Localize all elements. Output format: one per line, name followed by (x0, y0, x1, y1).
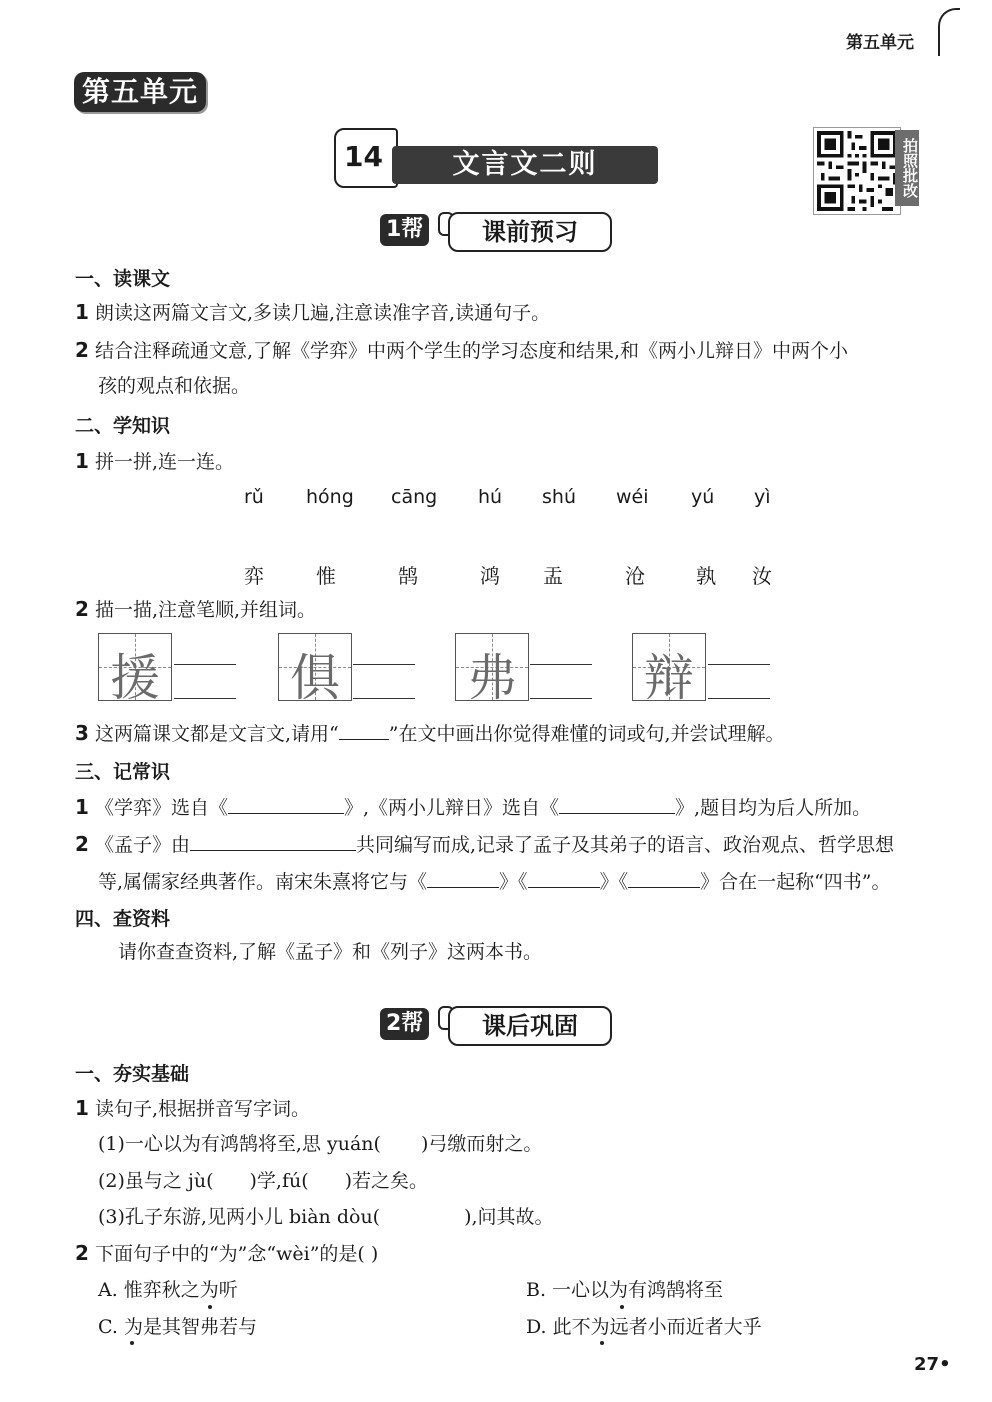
question-text: 拼一拼,连一连。 (94, 451, 235, 473)
answer-line[interactable] (530, 664, 592, 665)
question-text: ”在文中画出你觉得难懂的词或句,并尝试理解。 (388, 723, 785, 745)
sub-question (98, 1205, 554, 1229)
hanzi-item: 鹄 (398, 564, 418, 588)
answer-line[interactable] (353, 664, 415, 665)
trace-char: 援 (110, 649, 160, 707)
question (75, 300, 550, 325)
question-text: 《学弈》选自《 (94, 797, 228, 819)
writing-grid[interactable] (632, 633, 706, 707)
question-text: 共同编写而成,记录了孟子及其弟子的语言、政治观点、哲学思想 (355, 834, 895, 856)
answer-line[interactable] (708, 698, 770, 699)
question-text-cont (98, 867, 891, 894)
sub-question-text: (2)虽与之 jù( (98, 1170, 214, 1192)
trace-char: 弗 (467, 649, 517, 707)
question-text: 》,《两小儿辩日》选自《 (343, 797, 560, 819)
question-text: 结合注释疏通文意,了解《学弈》中两个学生的学习态度和结果,和《两小儿辩日》中两个小 (94, 340, 849, 362)
pinyin-item: cāng (391, 486, 438, 508)
section-heading: 四、查资料 (75, 908, 171, 930)
answer-line[interactable] (174, 664, 236, 665)
sub-question (98, 1132, 542, 1156)
trace-char: 俱 (290, 649, 340, 707)
question-number: 2 (75, 1241, 89, 1265)
question-text: 等,属儒家经典著作。南宋朱熹将它与《 (98, 871, 428, 893)
blank[interactable] (628, 867, 700, 888)
question (75, 793, 871, 820)
answer-line[interactable] (174, 698, 236, 699)
pinyin-item: wéi (616, 486, 649, 508)
answer-line[interactable] (353, 698, 415, 699)
emphasis-dot (620, 1305, 624, 1309)
answer-line[interactable] (530, 698, 592, 699)
question (75, 597, 316, 622)
section-heading: 一、读课文 (75, 268, 171, 290)
section-heading: 一、夯实基础 (75, 1063, 190, 1085)
question-text: 》合在一起称“四书”。 (700, 871, 891, 893)
blank[interactable] (427, 867, 499, 888)
emphasis-dot (208, 1305, 212, 1309)
hanzi-item: 惟 (316, 564, 336, 588)
question-text: 读句子,根据拼音写字词。 (94, 1098, 311, 1120)
pinyin-item: rǔ (244, 486, 264, 508)
page-dot: • (939, 1354, 951, 1375)
option-b[interactable]: B. 一心以为有鸿鹄将至 (526, 1279, 724, 1301)
blank[interactable] (339, 719, 389, 740)
blank[interactable] (528, 867, 600, 888)
question (75, 449, 234, 474)
part1-tag: 1帮 (380, 214, 429, 246)
part1-title: 课前预习 (448, 212, 612, 252)
running-head: 第五单元 (846, 33, 914, 53)
pinyin-item: shú (542, 486, 576, 508)
pinyin-item: yì (754, 486, 771, 508)
question-text: 描一描,注意笔顺,并组词。 (94, 599, 317, 621)
qr-label: 拍照批改 (895, 130, 919, 206)
part2-title: 课后巩固 (448, 1006, 612, 1046)
question (75, 719, 785, 746)
writing-grid[interactable] (98, 633, 172, 707)
pinyin-item: yú (691, 486, 715, 508)
sub-question-text: )学,fú( (249, 1170, 309, 1192)
option-c[interactable]: C. 为是其智弗若与 (98, 1316, 257, 1338)
answer-line[interactable] (708, 664, 770, 665)
question-text-cont: 孩的观点和依据。 (98, 375, 251, 397)
sub-question-text: ),问其故。 (464, 1206, 554, 1228)
question-number: 2 (75, 597, 89, 621)
question (75, 1096, 310, 1121)
qr-code-icon[interactable] (813, 127, 901, 215)
hanzi-item: 鸿 (480, 564, 500, 588)
blank[interactable] (559, 793, 675, 814)
hanzi-item: 孰 (696, 564, 716, 588)
emphasis-dot (600, 1341, 604, 1345)
question-text: 下面句子中的“为”念“wèi”的是( ) (94, 1243, 379, 1265)
question-text: 》《 (599, 871, 629, 893)
pinyin-item: hú (478, 486, 503, 508)
question-text: 》,题目均为后人所加。 (675, 797, 872, 819)
research-text: 请你查查资料,了解《孟子》和《列子》这两本书。 (118, 941, 543, 963)
unit-badge: 第五单元 (74, 72, 206, 112)
question-text: 这两篇课文都是文言文,请用“ (94, 723, 339, 745)
question (75, 1241, 378, 1266)
sub-question-text: (3)孔子东游,见两小儿 biàn dòu( (98, 1206, 381, 1228)
trace-char: 辩 (644, 649, 694, 707)
section-heading: 二、学知识 (75, 415, 171, 437)
sub-question-text: )弓缴而射之。 (420, 1133, 543, 1155)
blank[interactable] (190, 830, 356, 851)
question-number: 1 (75, 300, 89, 324)
question (75, 830, 894, 857)
question-number: 1 (75, 1096, 89, 1120)
page-number-text: 27 (914, 1354, 940, 1375)
question-text: 朗读这两篇文言文,多读几遍,注意读准字音,读通句子。 (94, 302, 551, 324)
question-number: 3 (75, 721, 89, 745)
question-number: 1 (75, 795, 89, 819)
sub-question (98, 1169, 428, 1193)
question-text: 》《 (499, 871, 528, 893)
question-number: 2 (75, 832, 89, 856)
sub-question-text: )若之矣。 (344, 1170, 429, 1192)
sub-question-text: (1)一心以为有鸿鹄将至,思 yuán( (98, 1133, 381, 1155)
hanzi-item: 盂 (543, 564, 563, 588)
writing-grid[interactable] (278, 633, 352, 707)
page-corner-mark (938, 8, 960, 56)
blank[interactable] (228, 793, 344, 814)
page-number (914, 1354, 951, 1375)
question-text: 《孟子》由 (94, 834, 190, 856)
hanzi-item: 沧 (625, 564, 645, 588)
part2-tag: 2帮 (380, 1008, 429, 1040)
option-d[interactable]: D. 此不为远者小而近者大乎 (526, 1316, 762, 1338)
pinyin-item: hóng (306, 486, 354, 508)
question-number: 1 (75, 449, 89, 473)
emphasis-dot (130, 1341, 134, 1345)
lesson-title: 文言文二则 (392, 146, 658, 184)
question-number: 2 (75, 338, 89, 362)
question (75, 338, 848, 363)
hanzi-item: 汝 (752, 564, 772, 588)
lesson-number: 14 (344, 140, 383, 173)
hanzi-item: 弈 (244, 564, 264, 588)
option-a[interactable]: A. 惟弈秋之为听 (98, 1279, 238, 1301)
writing-grid[interactable] (455, 633, 529, 707)
section-heading: 三、记常识 (75, 761, 171, 783)
